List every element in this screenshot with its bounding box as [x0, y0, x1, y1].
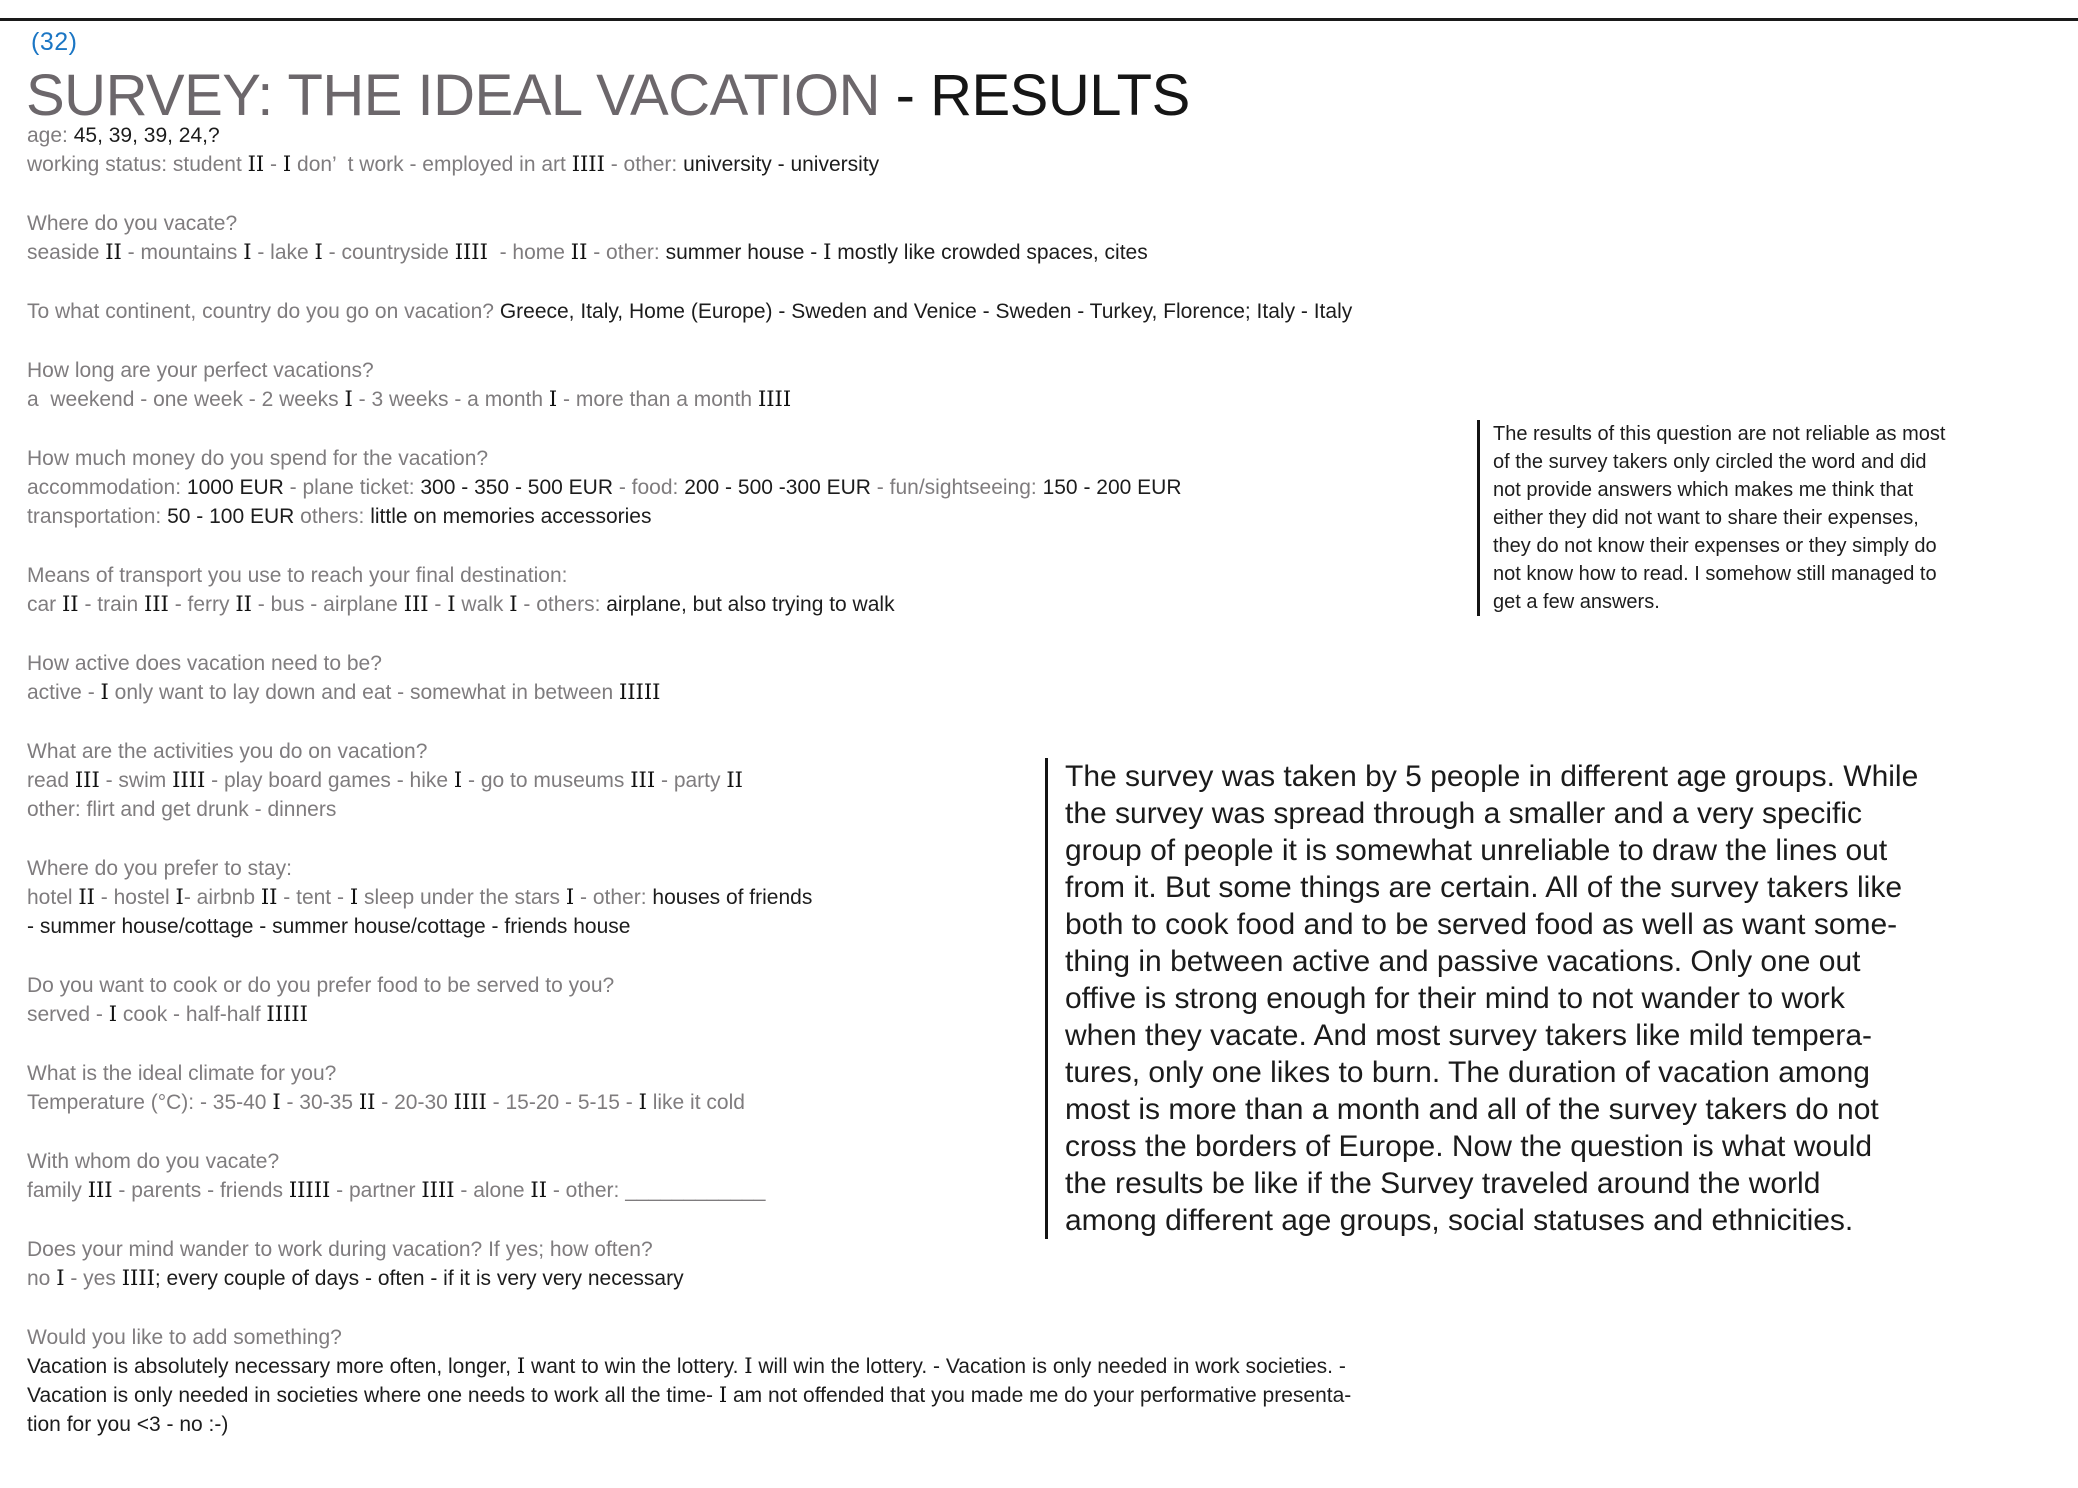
answer-text: mostly like crowded spaces, cites — [831, 241, 1148, 264]
question-text: Would you like to add something? — [27, 1326, 342, 1349]
question-text: - others: — [517, 593, 607, 616]
tally-marks: II — [726, 768, 743, 792]
survey-line — [27, 678, 1787, 707]
note-line: when they vacate. And most survey takers like mild tempera- — [1065, 1019, 1873, 1052]
note-line: thing in between active and passive vacations. Only one out — [1065, 945, 1861, 978]
answer-text: 50 - 100 EUR — [167, 505, 301, 528]
question-text: What is the ideal climate for you? — [27, 1062, 337, 1085]
tally-marks: I — [56, 1266, 65, 1290]
page-title — [26, 62, 1190, 129]
question-text: - parents - friends — [112, 1179, 289, 1202]
question-text: How active does vacation need to be? — [27, 652, 382, 675]
note-line: they do not know their expenses or they simply do — [1493, 535, 1937, 557]
survey-line — [27, 356, 1787, 385]
survey-line — [27, 150, 1787, 179]
survey-block — [27, 1235, 1787, 1293]
survey-block — [27, 121, 1787, 179]
answer-text: Greece, Italy, Home (Europe) - Sweden and Venice - Sweden - Turkey, Florence; Italy - Italy — [499, 300, 1353, 323]
answer-text: Vacation is absolutely necessary more often, longer, — [27, 1355, 517, 1378]
question-text: - play board games - hike — [205, 769, 454, 792]
survey-line — [27, 209, 1787, 238]
question-text: - tent - — [277, 886, 350, 909]
survey-line — [27, 385, 1787, 414]
tally-marks: II — [530, 1178, 548, 1202]
question-text: Does your mind wander to work during vacation? If yes; how often? — [27, 1238, 653, 1261]
question-text: - 30-35 — [280, 1091, 359, 1114]
question-text: walk — [455, 593, 510, 616]
note-line: cross the borders of Europe. Now the question is what would — [1065, 1130, 1873, 1163]
answer-text: want to win the lottery. — [525, 1355, 745, 1378]
question-text: - home — [487, 241, 571, 264]
question-text: - alone — [454, 1179, 531, 1202]
answer-text: airplane, but also trying to walk — [606, 593, 895, 616]
question-text: others: — [300, 505, 371, 528]
question-text: no — [27, 1267, 57, 1290]
question-text: - train — [78, 593, 144, 616]
top-rule — [0, 18, 2078, 21]
tally-marks: I — [509, 592, 518, 616]
tally-marks: I — [453, 768, 463, 792]
question-text: transportation: — [27, 505, 168, 528]
note-line: either they did not want to share their expenses, — [1493, 507, 1919, 529]
note-line: offive is strong enough for their mind to not wander to work — [1065, 982, 1845, 1015]
answer-text: tion for you <3 - no :-) — [27, 1413, 229, 1436]
survey-line — [27, 1410, 1787, 1439]
tally-marks: I — [823, 240, 832, 264]
question-text: sleep under the stars — [358, 886, 566, 909]
answer-text: 45, 39, 39, 24,? — [73, 124, 220, 147]
question-text: - partner — [330, 1179, 422, 1202]
answer-text: Vacation is only needed in societies where one needs to work all the time- — [27, 1384, 719, 1407]
question-text: - ferry — [168, 593, 236, 616]
tally-marks: III — [403, 592, 429, 616]
tally-marks: II — [78, 885, 95, 909]
question-text: - party — [655, 769, 727, 792]
question-text: Do you want to cook or do you prefer food to be served to you? — [27, 974, 615, 997]
question-text: hotel — [27, 886, 79, 909]
survey-line — [27, 297, 1787, 326]
survey-line — [27, 1235, 1787, 1264]
tally-marks: I — [243, 240, 252, 264]
tally-marks: I — [516, 1354, 526, 1378]
question-text: How much money do you spend for the vacation? — [27, 447, 489, 470]
question-text: How long are your perfect vacations? — [27, 359, 374, 382]
tally-marks: I — [447, 592, 456, 616]
tally-marks: I — [108, 1002, 117, 1026]
question-text: - 3 weeks - a month — [352, 388, 549, 411]
note-line: most is more than a month and all of the survey takers do not — [1065, 1093, 1879, 1126]
tally-marks: IIII — [453, 1090, 487, 1114]
tally-marks: I — [175, 885, 184, 909]
answer-text: houses of friends — [652, 886, 813, 909]
question-text: - food: — [612, 476, 685, 499]
expenses-note-block — [1477, 420, 1945, 616]
question-text: like it cold — [646, 1091, 745, 1114]
tally-marks: I — [100, 680, 109, 704]
question-text: Where do you vacate? — [27, 212, 238, 235]
question-text: - — [264, 153, 283, 176]
question-text: With whom do you vacate? — [27, 1150, 280, 1173]
note-line: The survey was taken by 5 people in different age groups. While — [1065, 760, 1919, 793]
tally-marks: II — [235, 592, 252, 616]
tally-marks: IIIII — [288, 1178, 331, 1202]
tally-marks: IIII — [121, 1266, 155, 1290]
tally-marks: II — [570, 240, 588, 264]
note-line: from it. But some things are certain. All of the survey takers like — [1065, 871, 1903, 904]
tally-marks: II — [358, 1090, 376, 1114]
tally-marks: IIII — [421, 1178, 455, 1202]
survey-block — [27, 209, 1787, 267]
question-text: - plane ticket: — [283, 476, 421, 499]
survey-line — [27, 1352, 1787, 1381]
tally-marks: I — [272, 1090, 281, 1114]
question-text: don’ t work - employed in art — [291, 153, 572, 176]
tally-marks: I — [565, 885, 575, 909]
summary-note-block — [1045, 758, 1918, 1239]
survey-line — [27, 238, 1787, 267]
question-text: - other: — [574, 886, 653, 909]
survey-line — [27, 1264, 1787, 1293]
tally-marks: I — [718, 1383, 728, 1407]
survey-line — [27, 649, 1787, 678]
tally-marks: I — [349, 885, 359, 909]
note-line: The results of this question are not reliable as most — [1493, 423, 1946, 445]
answer-text: - summer house/cottage - summer house/cottage - friends house — [27, 915, 631, 938]
tally-marks: IIII — [172, 768, 206, 792]
question-text: Temperature (°C): - 35-40 — [27, 1091, 273, 1114]
question-text: family — [27, 1179, 88, 1202]
answer-text: 200 - 500 -300 EUR — [684, 476, 871, 499]
question-text: only want to lay down and eat - somewhat in between — [108, 681, 619, 704]
tally-marks: I — [282, 152, 292, 176]
question-text: a weekend - one week - 2 weeks — [27, 388, 345, 411]
note-line: the survey was spread through a smaller and a very specific — [1065, 797, 1863, 830]
tally-marks: III — [630, 768, 656, 792]
tally-marks: I — [344, 387, 353, 411]
answer-text: am not offended that you made me do your performative presenta- — [727, 1384, 1352, 1407]
survey-line — [27, 1323, 1787, 1352]
question-text: accommodation: — [27, 476, 187, 499]
question-text: To what continent, country do you go on vacation? — [27, 300, 500, 323]
note-line: both to cook food and to be served food as well as want some- — [1065, 908, 1898, 941]
question-text: age: — [27, 124, 74, 147]
answer-text: ; every couple of days - often - if it is very very necessary — [154, 1267, 684, 1290]
page-title-suffix: - RESULTS — [895, 63, 1190, 128]
question-text: other: flirt and get drunk - dinners — [27, 798, 337, 821]
tally-marks: I — [314, 240, 323, 264]
question-text: - other: — [587, 241, 666, 264]
page-title-main: SURVEY: THE IDEAL VACATION — [26, 63, 896, 128]
tally-marks: III — [143, 592, 169, 616]
page-number: (32) — [31, 28, 78, 56]
answer-text: will win the lottery. - Vacation is only needed in work societies. - — [752, 1355, 1346, 1378]
tally-marks: II — [105, 240, 122, 264]
question-text: - mountains — [121, 241, 244, 264]
answer-text: 300 - 350 - 500 EUR — [420, 476, 613, 499]
question-text: - countryside — [322, 241, 455, 264]
question-text: - go to museums — [462, 769, 631, 792]
question-text: ____________ — [625, 1179, 766, 1202]
tally-marks: II — [247, 152, 265, 176]
tally-marks: IIIII — [266, 1002, 308, 1026]
survey-block — [27, 649, 1787, 707]
question-text: - bus - airplane — [251, 593, 404, 616]
question-text: - 15-20 - 5-15 - — [486, 1091, 639, 1114]
note-line: of the survey takers only circled the word and did — [1493, 451, 1927, 473]
note-line: not know how to read. I somehow still managed to — [1493, 563, 1937, 585]
question-text: working status: student — [27, 153, 248, 176]
tally-marks: IIIII — [618, 680, 661, 704]
question-text: - fun/sightseeing: — [870, 476, 1043, 499]
question-text: - more than a month — [557, 388, 758, 411]
survey-block — [27, 297, 1787, 326]
answer-text: 1000 EUR — [186, 476, 284, 499]
tally-marks: I — [744, 1354, 753, 1378]
tally-marks: I — [638, 1090, 647, 1114]
answer-text: university - university — [683, 153, 880, 176]
tally-marks: II — [62, 592, 79, 616]
question-text: Where do you prefer to stay: — [27, 857, 292, 880]
question-text: - other: — [547, 1179, 626, 1202]
survey-block — [27, 1323, 1787, 1439]
question-text: read — [27, 769, 75, 792]
question-text: - yes — [64, 1267, 122, 1290]
question-text: served - — [27, 1003, 109, 1026]
tally-marks: I — [548, 387, 558, 411]
question-text: car — [27, 593, 63, 616]
tally-marks: IIII — [571, 152, 605, 176]
question-text: active - — [27, 681, 101, 704]
survey-line — [27, 1381, 1787, 1410]
tally-marks: III — [74, 768, 100, 792]
note-line: not provide answers which makes me think that — [1493, 479, 1914, 501]
answer-text: summer house - — [665, 241, 824, 264]
question-text: - airbnb — [183, 886, 261, 909]
answer-text: 150 - 200 EUR — [1042, 476, 1182, 499]
tally-marks: II — [260, 885, 278, 909]
question-text: - other: — [604, 153, 684, 176]
note-line: get a few answers. — [1493, 591, 1660, 613]
question-text: Means of transport you use to reach your final destination: — [27, 564, 568, 587]
note-line: among different age groups, social statuses and ethnicities. — [1065, 1204, 1854, 1237]
tally-marks: III — [87, 1178, 113, 1202]
question-text: What are the activities you do on vacation? — [27, 740, 428, 763]
note-line: tures, only one likes to burn. The duration of vacation among — [1065, 1056, 1870, 1089]
question-text: - lake — [251, 241, 315, 264]
question-text: - swim — [99, 769, 173, 792]
survey-block — [27, 356, 1787, 414]
tally-marks: IIII — [454, 240, 488, 264]
question-text: - — [428, 593, 448, 616]
survey-line — [27, 121, 1787, 150]
note-line: the results be like if the Survey traveled around the world — [1065, 1167, 1821, 1200]
note-line: group of people it is somewhat unreliable to draw the lines out — [1065, 834, 1888, 867]
question-text: - hostel — [94, 886, 176, 909]
answer-text: little on memories accessories — [370, 505, 652, 528]
question-text: cook - half-half — [117, 1003, 267, 1026]
tally-marks: IIII — [757, 387, 792, 411]
question-text: seaside — [27, 241, 106, 264]
question-text: - 20-30 — [375, 1091, 454, 1114]
